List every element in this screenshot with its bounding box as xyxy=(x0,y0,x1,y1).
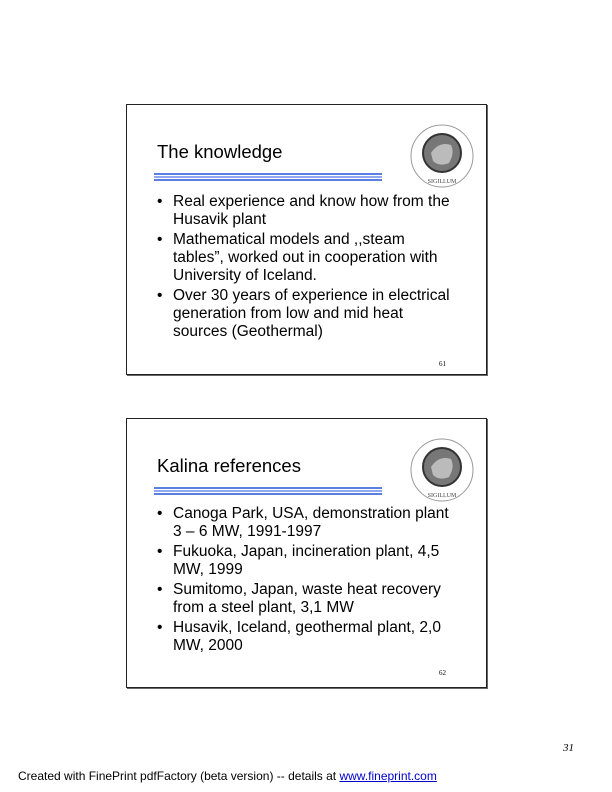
title-underline-bars xyxy=(154,173,382,180)
bullet-text-line: Real experience and know how from the xyxy=(173,193,450,210)
slide-number: 61 xyxy=(439,360,446,368)
bullet-text-line: generation from low and mid heat xyxy=(173,305,404,322)
svg-text:SIGILLUM: SIGILLUM xyxy=(427,179,457,185)
bullet-text-line: Husavik plant xyxy=(173,211,267,228)
slide-number: 62 xyxy=(439,669,446,677)
bullet-dot-icon: • xyxy=(157,505,163,522)
bullet-item xyxy=(157,581,477,617)
bullet-text-line: from a steel plant, 3,1 MW xyxy=(173,599,354,616)
bullet-dot-icon: • xyxy=(157,581,163,598)
slide-62 xyxy=(126,418,487,688)
bullet-text-line: Over 30 years of experience in electrical xyxy=(173,287,450,304)
bullet-text-line: Canoga Park, USA, demonstration plant xyxy=(173,505,449,522)
bullet-item xyxy=(157,619,477,655)
bullet-text-line: sources (Geothermal) xyxy=(173,323,323,340)
bullet-text-line: Sumitomo, Japan, waste heat recovery xyxy=(173,581,441,598)
slide-61 xyxy=(126,104,487,375)
svg-text:SIGILLUM: SIGILLUM xyxy=(427,493,457,499)
bullet-text-line: Mathematical models and ,,steam xyxy=(173,231,405,248)
footer-text: Created with FinePrint pdfFactory (beta version) -- details at xyxy=(18,769,340,783)
university-seal-logo xyxy=(409,437,475,503)
bullet-dot-icon: • xyxy=(157,619,163,636)
bullet-item xyxy=(157,231,477,285)
bullet-dot-icon: • xyxy=(157,543,163,560)
footer-link[interactable]: www.fineprint.com xyxy=(339,769,437,783)
bullet-text-line: MW, 2000 xyxy=(173,637,243,654)
bullet-item xyxy=(157,193,477,229)
title-underline-bars xyxy=(154,487,382,494)
bullet-text-line: University of Iceland. xyxy=(173,267,317,284)
bullet-text-line: Fukuoka, Japan, incineration plant, 4,5 xyxy=(173,543,440,560)
university-seal-logo xyxy=(409,123,475,189)
bullet-text-line: tables”, worked out in cooperation with xyxy=(173,249,438,266)
slide-title: The knowledge xyxy=(157,141,283,162)
bullet-dot-icon: • xyxy=(157,287,163,304)
bullet-dot-icon: • xyxy=(157,231,163,248)
bullet-text-line: 3 – 6 MW, 1991-1997 xyxy=(173,523,322,540)
page-number: 31 xyxy=(563,742,574,754)
footer xyxy=(18,769,437,783)
bullet-item xyxy=(157,543,477,579)
bullet-list xyxy=(157,193,477,343)
bullet-text-line: MW, 1999 xyxy=(173,561,243,578)
bullet-text-line: Husavik, Iceland, geothermal plant, 2,0 xyxy=(173,619,441,636)
bullet-item xyxy=(157,287,477,341)
slide-title: Kalina references xyxy=(157,455,301,476)
bullet-dot-icon: • xyxy=(157,193,163,210)
bullet-list xyxy=(157,505,477,657)
bullet-item xyxy=(157,505,477,541)
